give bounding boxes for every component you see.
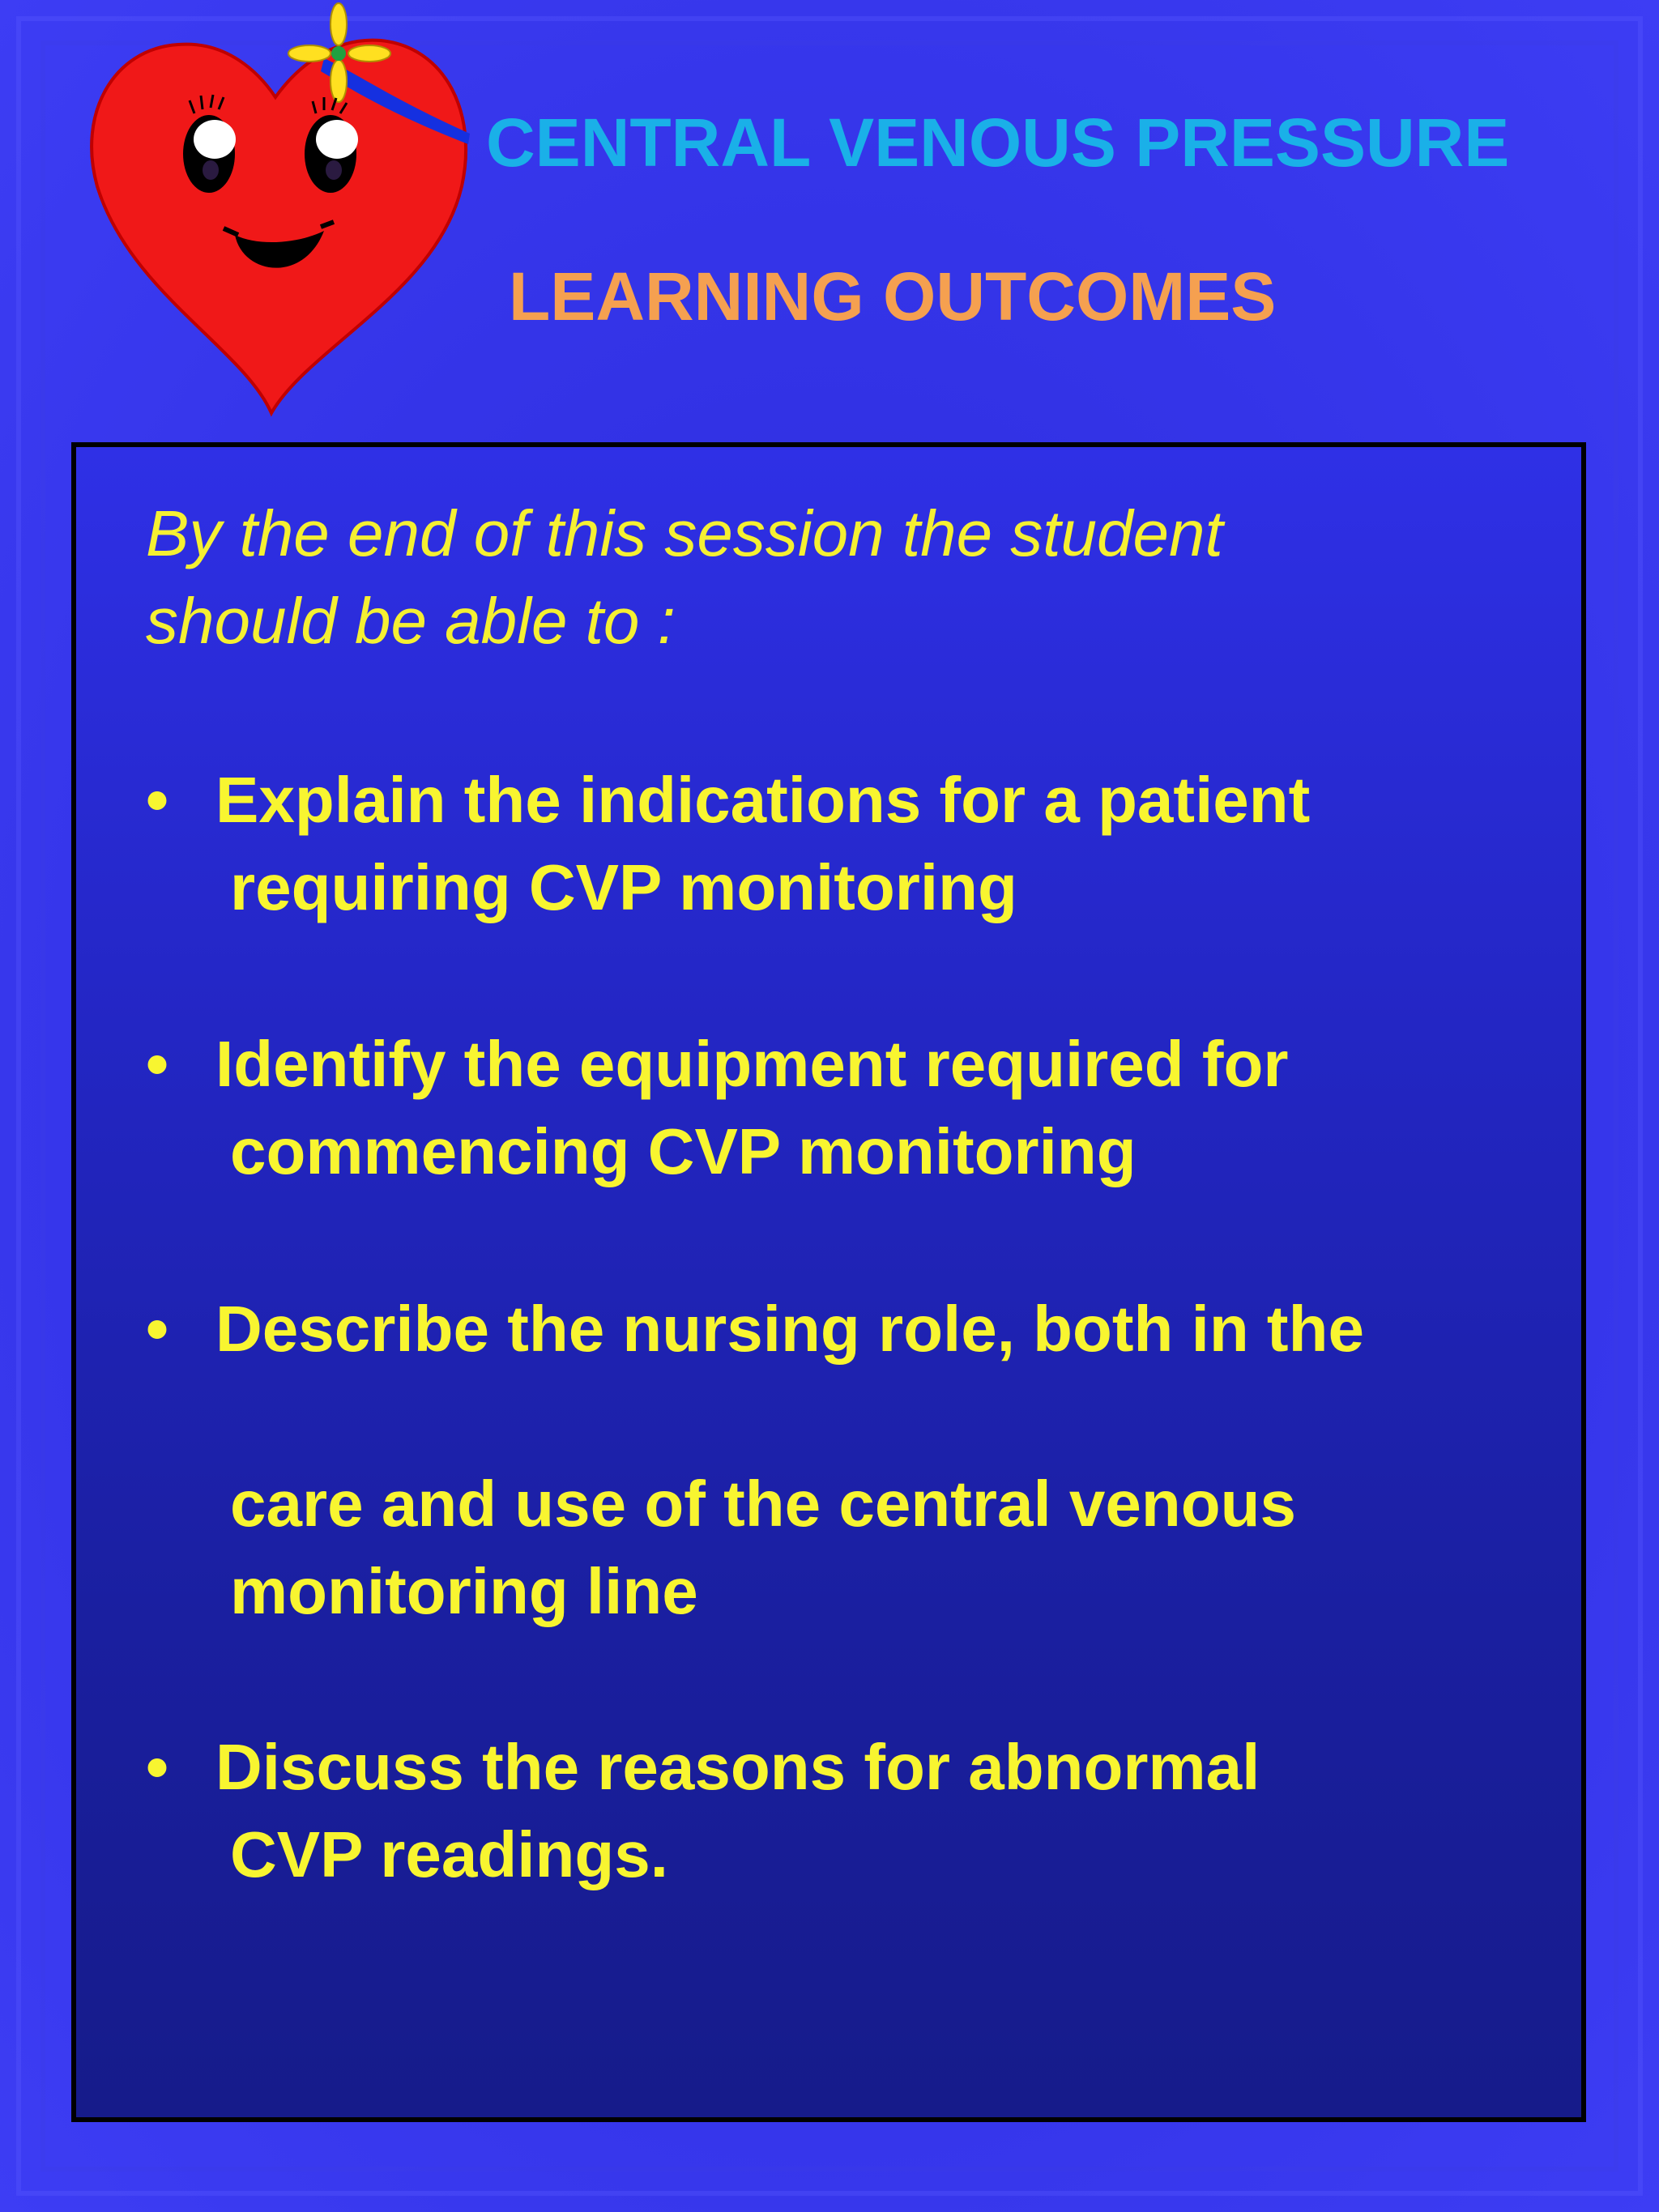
bullet-icon: • xyxy=(146,1731,169,1803)
outcome-item xyxy=(146,1285,1555,1635)
outcome-line: Describe the nursing role, both in the xyxy=(215,1293,1364,1365)
outcome-line: Discuss the reasons for abnormal xyxy=(215,1731,1260,1803)
outcome-line: Identify the equipment required for xyxy=(215,1028,1289,1100)
bullet-icon: • xyxy=(146,1028,169,1100)
outcome-item xyxy=(146,1724,1555,1899)
heart-mascot xyxy=(81,0,486,429)
heart-icon xyxy=(81,0,486,429)
page-subtitle: LEARNING OUTCOMES xyxy=(509,258,1277,335)
outcome-line: requiring CVP monitoring xyxy=(230,851,1017,923)
outcome-line: commencing CVP monitoring xyxy=(230,1115,1137,1187)
bullet-icon: • xyxy=(146,764,169,836)
bullet-icon: • xyxy=(146,1293,169,1365)
intro-line-2: should be able to : xyxy=(146,585,676,657)
outcome-line: CVP readings. xyxy=(230,1818,668,1890)
page-title: CENTRAL VENOUS PRESSURE xyxy=(486,104,1510,181)
outcome-line: Explain the indications for a patient xyxy=(215,764,1311,836)
outcome-item xyxy=(146,1021,1555,1196)
intro-line-1: By the end of this session the student xyxy=(146,497,1223,569)
outcome-line: care and use of the central venous xyxy=(230,1468,1296,1540)
outcome-line: monitoring line xyxy=(230,1555,698,1627)
intro-text xyxy=(146,490,1523,665)
outcome-item xyxy=(146,757,1555,931)
